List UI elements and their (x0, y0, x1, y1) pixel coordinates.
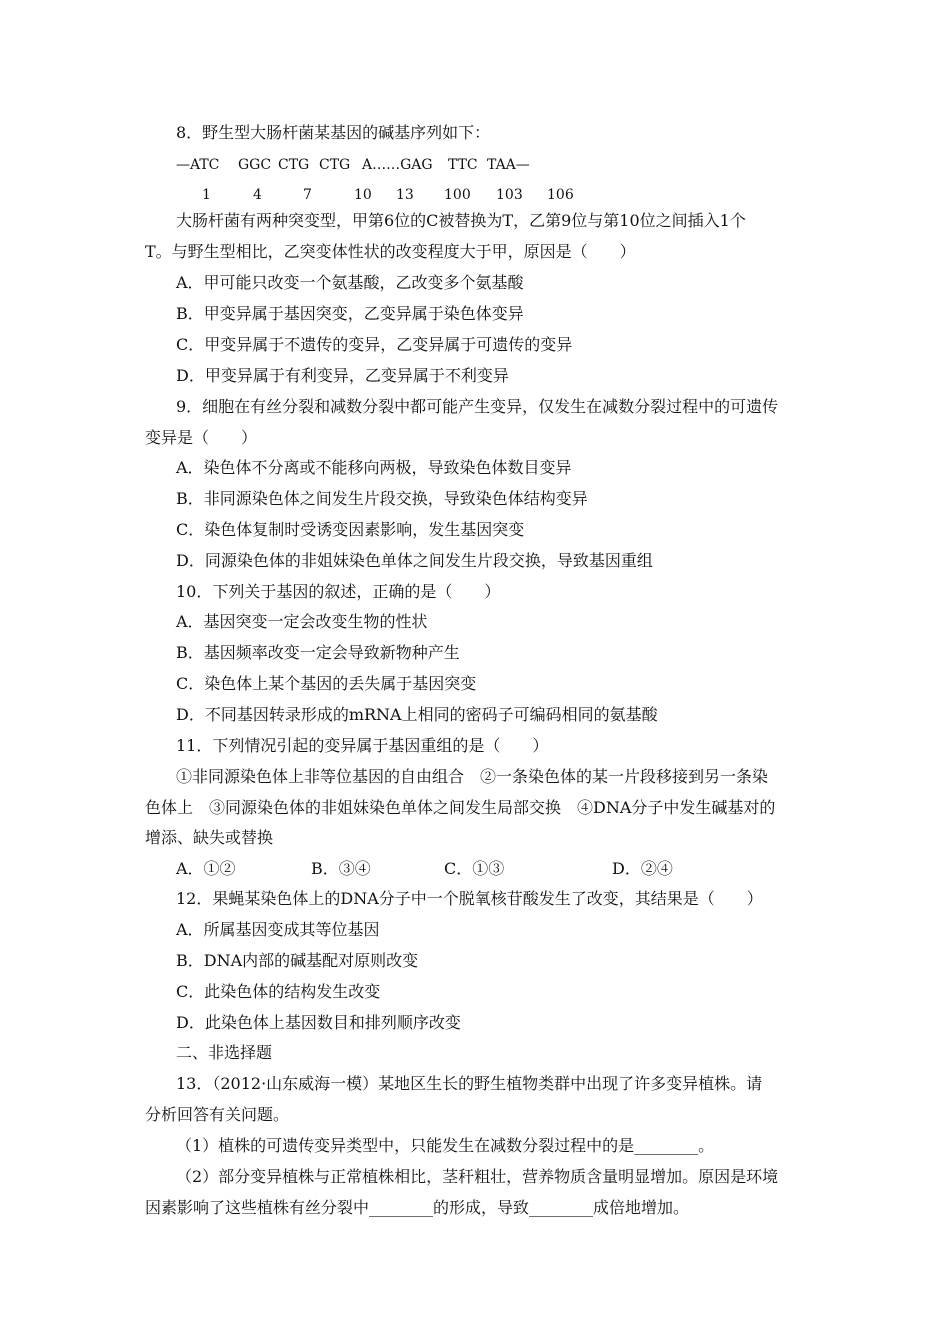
sequence-codon: GGC (238, 157, 272, 173)
sequence-codon: CTG (319, 157, 351, 173)
q12-stem: 12．果蝇某染色体上的DNA分子中一个脱氧核苷酸发生了改变，其结果是（ ） (176, 889, 763, 908)
sequence-codon: —ATC (176, 157, 220, 173)
position-number: 4 (253, 187, 262, 203)
q8-option-b: B．甲变异属于基因突变，乙变异属于染色体变异 (176, 304, 524, 323)
q9-option-b: B．非同源染色体之间发生片段交换，导致染色体结构变异 (176, 489, 588, 508)
q8-option-d: D．甲变异属于有利变异，乙变异属于不利变异 (176, 366, 509, 385)
position-number: 1 (202, 187, 211, 203)
position-number: 13 (396, 187, 414, 203)
q13-stem: 13．（2012·山东威海一模）某地区生长的野生植物类群中出现了许多变异植株。请 (176, 1074, 763, 1093)
q8-description: 大肠杆菌有两种突变型，甲第6位的C被替换为T，乙第9位与第10位之间插入1个 (176, 211, 746, 230)
sequence-codon: A……GAG (362, 157, 433, 173)
q8-description-cont: T。与野生型相比，乙突变体性状的改变程度大于甲，原因是（ ） (145, 242, 636, 261)
q11-option-a: A．①② (176, 859, 236, 878)
q13-part-2-cont: 因素影响了这些植株有丝分裂中________的形成，导致________成倍地增加。 (145, 1198, 690, 1217)
position-number: 10 (354, 187, 372, 203)
q10-option-d: D．不同基因转录形成的mRNA上相同的密码子可编码相同的氨基酸 (176, 705, 658, 724)
q8-option-c: C．甲变异属于不遗传的变异，乙变异属于可遗传的变异 (176, 335, 573, 354)
q11-option-c: C．①③ (444, 859, 505, 878)
q11-stem: 11．下列情况引起的变异属于基因重组的是（ ） (176, 736, 549, 755)
q11-body-cont: 增添、缺失或替换 (145, 828, 274, 847)
q9-stem-cont: 变异是（ ） (145, 428, 258, 447)
position-number: 100 (444, 187, 471, 203)
q11-body-cont: 色体上 ③同源染色体的非姐妹染色单体之间发生局部交换 ④DNA分子中发生碱基对的 (145, 798, 776, 817)
q10-stem: 10．下列关于基因的叙述，正确的是（ ） (176, 582, 501, 601)
q12-option-c: C．此染色体的结构发生改变 (176, 982, 381, 1001)
q9-stem: 9．细胞在有丝分裂和减数分裂中都可能产生变异，仅发生在减数分裂过程中的可遗传 (176, 397, 779, 416)
q11-option-d: D．②④ (612, 859, 673, 878)
q8-option-a: A．甲可能只改变一个氨基酸，乙改变多个氨基酸 (176, 273, 524, 292)
position-number: 7 (303, 187, 312, 203)
q9-option-d: D．同源染色体的非姐妹染色单体之间发生片段交换，导致基因重组 (176, 551, 653, 570)
q9-option-a: A．染色体不分离或不能移向两极，导致染色体数目变异 (176, 458, 572, 477)
q13-stem-cont: 分析回答有关问题。 (145, 1105, 290, 1124)
sequence-codon: TAA— (487, 157, 530, 173)
q12-option-a: A．所属基因变成其等位基因 (176, 920, 380, 939)
position-number: 103 (496, 187, 523, 203)
position-number: 106 (547, 187, 574, 203)
q10-option-a: A．基因突变一定会改变生物的性状 (176, 612, 428, 631)
q10-option-b: B．基因频率改变一定会导致新物种产生 (176, 643, 460, 662)
q11-body: ①非同源染色体上非等位基因的自由组合 ②一条染色体的某一片段移接到另一条染 (176, 767, 769, 786)
sequence-codon: TTC (448, 157, 478, 173)
section-heading: 二、非选择题 (176, 1043, 273, 1062)
q12-option-d: D．此染色体上基因数目和排列顺序改变 (176, 1013, 461, 1032)
q13-part-2: （2）部分变异植株与正常植株相比，茎秆粗壮，营养物质含量明显增加。原因是环境 (176, 1167, 779, 1186)
q8-stem: 8．野生型大肠杆菌某基因的碱基序列如下： (176, 123, 491, 142)
sequence-codon: CTG (278, 157, 310, 173)
q10-option-c: C．染色体上某个基因的丢失属于基因突变 (176, 674, 477, 693)
q9-option-c: C．染色体复制时受诱变因素影响，发生基因突变 (176, 520, 525, 539)
q12-option-b: B．DNA内部的碱基配对原则改变 (176, 951, 419, 970)
q11-option-b: B．③④ (311, 859, 371, 878)
q13-part-1: （1）植株的可遗传变异类型中，只能发生在减数分裂过程中的是________。 (176, 1136, 715, 1155)
